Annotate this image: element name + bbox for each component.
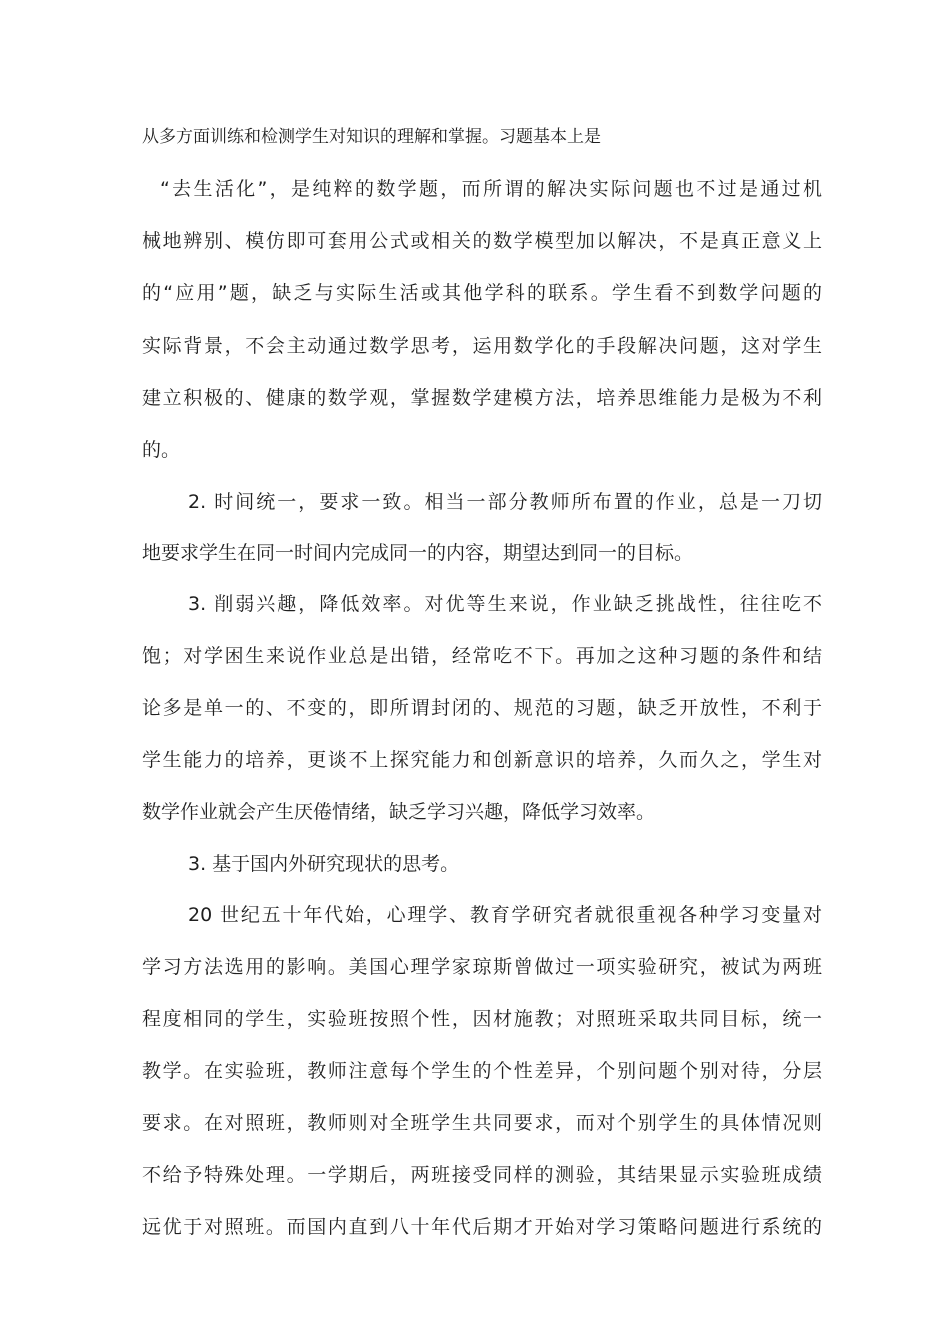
text-line: 的。 — [142, 439, 181, 461]
text-line: 教学。在实验班，教师注意每个学生的个性差异，个别问题个别对待，分层 — [142, 1060, 822, 1082]
text-line: 械地辨别、模仿即可套用公式或相关的数学模型加以解决，不是真正意义上 — [142, 230, 822, 252]
text-line: 远优于对照班。而国内直到八十年代后期才开始对学习策略问题进行系统的 — [142, 1216, 822, 1238]
text-line: “去生活化”，是纯粹的数学题，而所谓的解决实际问题也不过是通过机 — [160, 178, 822, 200]
paragraph-start-line: 20 世纪五十年代始，心理学、教育学研究者就很重视各种学习变量对 — [188, 904, 822, 926]
section-heading: 3. 基于国内外研究现状的思考。 — [188, 853, 460, 875]
text-line: 的“应用”题，缺乏与实际生活或其他学科的联系。学生看不到数学问题的 — [142, 282, 822, 304]
text-line: 从多方面训练和检测学生对知识的理解和掌握。习题基本上是 — [142, 127, 601, 147]
text-line: 要求。在对照班，教师则对全班学生共同要求，而对个别学生的具体情况则 — [142, 1112, 822, 1134]
paragraph-start-line: 3. 削弱兴趣，降低效率。对优等生来说，作业缺乏挑战性，往往吃不 — [188, 593, 822, 615]
text-line: 程度相同的学生，实验班按照个性，因材施教；对照班采取共同目标，统一 — [142, 1008, 822, 1030]
paragraph-start-line: 2. 时间统一，要求一致。相当一部分教师所布置的作业，总是一刀切 — [188, 491, 822, 513]
text-line: 建立积极的、健康的数学观，掌握数学建模方法，培养思维能力是极为不利 — [142, 387, 822, 409]
text-line: 地要求学生在同一时间内完成同一的内容，期望达到同一的目标。 — [142, 542, 694, 564]
text-line: 学生能力的培养，更谈不上探究能力和创新意识的培养，久而久之，学生对 — [142, 749, 822, 771]
text-line: 学习方法选用的影响。美国心理学家琼斯曾做过一项实验研究，被试为两班 — [142, 956, 822, 978]
text-line: 论多是单一的、不变的，即所谓封闭的、规范的习题，缺乏开放性，不利于 — [142, 697, 822, 719]
text-line: 不给予特殊处理。一学期后，两班接受同样的测验，其结果显示实验班成绩 — [142, 1164, 822, 1186]
text-line: 饱；对学困生来说作业总是出错，经常吃不下。再加之这种习题的条件和结 — [142, 645, 822, 667]
text-line: 数学作业就会产生厌倦情绪，缺乏学习兴趣，降低学习效率。 — [142, 801, 656, 823]
text-line: 实际背景，不会主动通过数学思考，运用数学化的手段解决问题，这对学生 — [142, 335, 822, 357]
